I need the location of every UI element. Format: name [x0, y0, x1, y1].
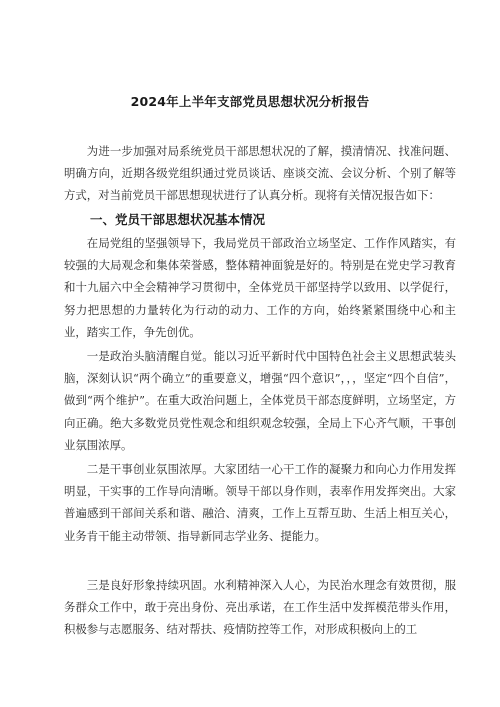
- document-title: 2024年上半年支部党员思想状况分析报告: [130, 94, 370, 109]
- paragraph-image: 三是良好形象持续巩固。水利精神深入人心，为民治水理念有效贯彻，服务群众工作中，敢于亮出身份、亮出承诺，在工作生活中发挥模范带头作用，积极参与志愿服务、结对帮扶、疫情防控等工作，对形成积极向上的工: [64, 578, 456, 637]
- intro-paragraph: 为进一步加强对局系统党员干部思想状况的了解，摸清情况、找准问题、明确方向，近期各级党组织通过党员谈话、座谈交流、会议分析、个别了解等方式，对当前党员干部思想现状进行了认真分析。现将有关情况报告如下：: [64, 144, 456, 203]
- section-heading: 一、党员干部思想状况基本情况: [90, 212, 266, 227]
- paragraph-political: 一是政治头脑清醒自觉。能以习近平新时代中国特色社会主义思想武装头脑，深刻认识“两个确立”的重要意义，增强“四个意识”，，，坚定“四个自信”，做到“两个维护”。在重大政治问题上，全体党员干部态度鲜明，立场坚定，方向正确。绝大多数党员党性观念和组织观念较强，全局上下心齐气顺，干事创业氛围浓厚。: [64, 349, 456, 452]
- paragraph-atmosphere: 二是干事创业氛围浓厚。大家团结一心干工作的凝聚力和向心力作用发挥明显，干实事的工作导向清晰。领导干部以身作则，表率作用发挥突出。大家普遍感到干部间关系和谐、融洽、清爽，工作上互帮互助、生活上相互关心，业务肯干能主动带领、指导新同志学业务、提能力。: [64, 462, 456, 543]
- paragraph-overview: 在局党组的坚强领导下，我局党员干部政治立场坚定、工作作风踏实，有较强的大局观念和集体荣誉感，整体精神面貌是好的。特别是在党史学习教育和十九届六中全会精神学习贯彻中，全体党员干部坚持学以致用、以学促行，努力把思想的力量转化为行动的动力、工作的方向，始终紧紧围绕中心和主业，踏实工作，争先创优。: [64, 236, 456, 339]
